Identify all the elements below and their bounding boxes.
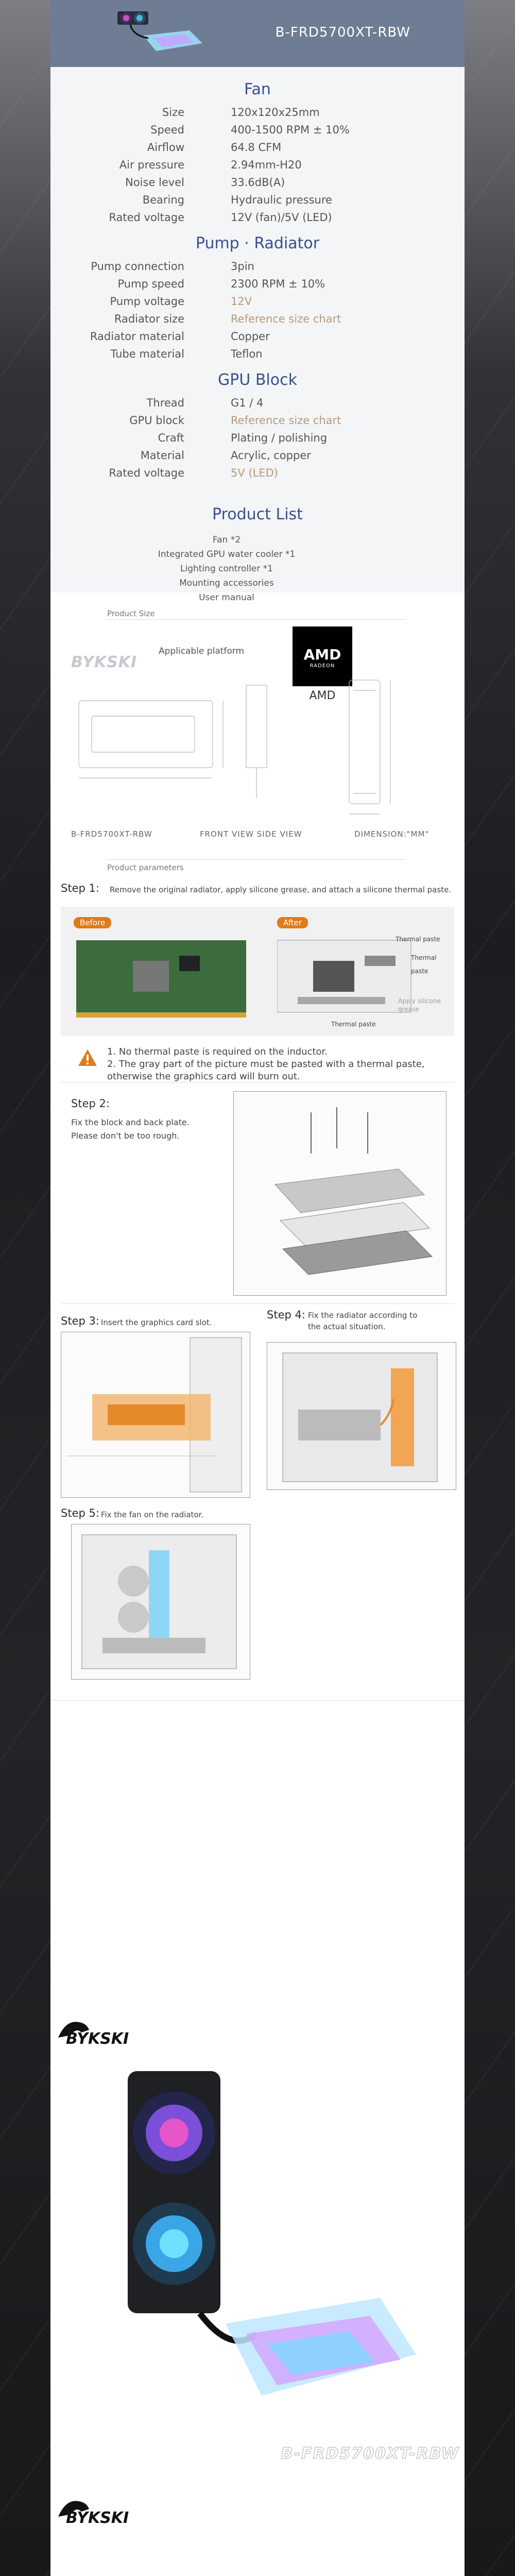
spec-key: Size: [162, 106, 184, 118]
callout-thermal-paste: Thermal paste: [396, 936, 440, 943]
warning-notes: 1. No thermal paste is required on the inductor. 2. The gray part of the picture must be pasted with a thermal paste, otherwise the graphics card will burn out.: [107, 1046, 425, 1082]
step3-figure: [61, 1332, 250, 1498]
pcb-after-image: [277, 935, 447, 1028]
fan-title: Fan: [244, 80, 271, 98]
pcb-before-image: [76, 935, 251, 1028]
product-render-image: [112, 2066, 421, 2437]
list-item: Mounting accessories: [179, 578, 274, 588]
spec-row: [50, 447, 465, 464]
spec-row: [50, 275, 465, 293]
spec-row: [50, 156, 465, 174]
dim-caption-unit: DIMENSION:"MM": [354, 829, 430, 839]
step5-text: Fix the fan on the radiator.: [101, 1510, 204, 1519]
step5-figure: [71, 1524, 250, 1680]
radiator-mount-image: [267, 1343, 456, 1489]
step1-label: Step 1:: [61, 882, 99, 894]
divider: [61, 1303, 454, 1304]
spec-key: Tube material: [110, 348, 184, 360]
block-backplate-image: [234, 1092, 446, 1295]
list-item: Integrated GPU water cooler *1: [158, 549, 296, 560]
step1-text: Remove the original radiator, apply silicone grease, and attach a silicone thermal paste.: [110, 885, 452, 894]
spec-key: Pump voltage: [110, 295, 184, 308]
spec-value: G1 / 4: [231, 397, 264, 409]
product-thumbnail: [107, 7, 210, 59]
after-tag: After: [277, 917, 308, 928]
header-banner: [50, 0, 465, 67]
callout-thermal-paste: Thermal paste: [331, 1021, 376, 1028]
callout-thermal-paste: Thermal paste: [411, 954, 437, 975]
list-item: Lighting controller *1: [180, 564, 273, 574]
spec-value: 12V (fan)/5V (LED): [231, 211, 332, 224]
photo-model-watermark: B-FRD5700XT-RBW: [281, 2445, 459, 2463]
spec-key: Airflow: [147, 141, 184, 154]
spec-row: [50, 310, 465, 328]
divider: [107, 619, 406, 620]
spec-key: Noise level: [125, 176, 184, 189]
product-photo-2: [50, 2488, 465, 2576]
spec-value: Plating / polishing: [231, 432, 328, 444]
spec-key: Pump connection: [91, 260, 184, 273]
spec-key: GPU block: [129, 414, 184, 427]
spec-row: [50, 191, 465, 209]
spec-value: Hydraulic pressure: [231, 194, 332, 206]
spec-row: [50, 345, 465, 363]
model-title: B-FRD5700XT-RBW: [275, 25, 410, 40]
before-tag: Before: [74, 917, 111, 928]
step5-label: Step 5:: [61, 1507, 99, 1519]
list-item: Fan *2: [212, 535, 241, 545]
spec-row: [50, 174, 465, 191]
spec-value: 2300 RPM ± 10%: [231, 278, 325, 290]
spec-row: [50, 394, 465, 412]
gpu-title: GPU Block: [218, 371, 297, 389]
step2-figure: [233, 1091, 447, 1296]
product-photo-1: [50, 2009, 465, 2473]
product-size-label: Product Size: [107, 609, 155, 618]
spec-row: [50, 293, 465, 310]
spec-row: [50, 429, 465, 447]
product-list-title: Product List: [212, 505, 303, 523]
spec-key: Pump speed: [117, 278, 184, 290]
spec-key: Radiator material: [90, 330, 184, 343]
spec-value: 33.6dB(A): [231, 176, 285, 189]
pump-title: Pump · Radiator: [195, 234, 320, 252]
step3-text: Insert the graphics card slot.: [101, 1318, 212, 1327]
spec-value: 2.94mm-H20: [231, 159, 302, 171]
fan-mount-image: [72, 1524, 250, 1679]
dim-caption-model: B-FRD5700XT-RBW: [71, 829, 152, 839]
step1-figure: [61, 907, 454, 1036]
spec-row: [50, 258, 465, 275]
step2-text: Fix the block and back plate. Please don't be too rough.: [71, 1117, 190, 1141]
spec-key: Radiator size: [114, 313, 184, 325]
list-item: User manual: [199, 592, 254, 603]
spec-value: 5V (LED): [231, 467, 278, 479]
step4-label: Step 4:: [267, 1309, 305, 1321]
spec-value: Acrylic, copper: [231, 449, 311, 462]
warning-icon: [77, 1048, 98, 1067]
product-render-image: [76, 2545, 447, 2576]
spec-value: Copper: [231, 330, 270, 343]
spec-value: 3pin: [231, 260, 254, 273]
spec-value: Reference size chart: [231, 414, 341, 427]
product-params-label: Product parameters: [107, 863, 184, 872]
step2-label: Step 2:: [71, 1097, 110, 1110]
spec-row: [50, 139, 465, 156]
spec-row: [50, 121, 465, 139]
spec-row: [50, 209, 465, 226]
dimension-drawing: [71, 670, 442, 824]
spec-key: Air pressure: [119, 159, 184, 171]
spec-value: 64.8 CFM: [231, 141, 282, 154]
step3-label: Step 3:: [61, 1315, 99, 1327]
spec-value: 12V: [231, 295, 252, 308]
divider: [107, 859, 406, 860]
dimension-section: [50, 592, 465, 876]
insert-card-image: [61, 1332, 250, 1497]
spec-value: 120x120x25mm: [231, 106, 320, 118]
photo-brand-logo: BYKSKI: [66, 2509, 129, 2527]
step4-text: Fix the radiator according to the actual situation.: [308, 1311, 418, 1331]
platform-name: AMD: [309, 689, 336, 702]
spec-row: [50, 104, 465, 121]
divider: [50, 1700, 465, 1701]
spec-value: Reference size chart: [231, 313, 341, 325]
callout-silicone-grease: Apply silicone grease: [398, 997, 441, 1013]
spec-row: [50, 328, 465, 345]
spec-key: Speed: [150, 124, 184, 136]
spec-key: Rated voltage: [109, 467, 184, 479]
product-sheet: [50, 0, 465, 2576]
photo-brand-logo: BYKSKI: [66, 2030, 129, 2048]
spec-key: Thread: [146, 397, 184, 409]
spec-key: Bearing: [142, 194, 184, 206]
platform-label: Applicable platform: [159, 646, 245, 656]
step4-figure: [267, 1342, 456, 1490]
spec-key: Rated voltage: [109, 211, 184, 224]
dim-caption-views: FRONT VIEW SIDE VIEW: [200, 829, 302, 839]
spec-row: [50, 412, 465, 429]
install-steps: [50, 876, 465, 1837]
spec-value: Teflon: [231, 348, 263, 360]
spec-value: 400-1500 RPM ± 10%: [231, 124, 350, 136]
brand-watermark-logo: BYKSKI: [71, 653, 138, 671]
amd-radeon-logo: AMD RADEON: [293, 626, 352, 686]
spec-key: Material: [140, 449, 184, 462]
spec-key: Craft: [158, 432, 184, 444]
spec-row: [50, 464, 465, 482]
